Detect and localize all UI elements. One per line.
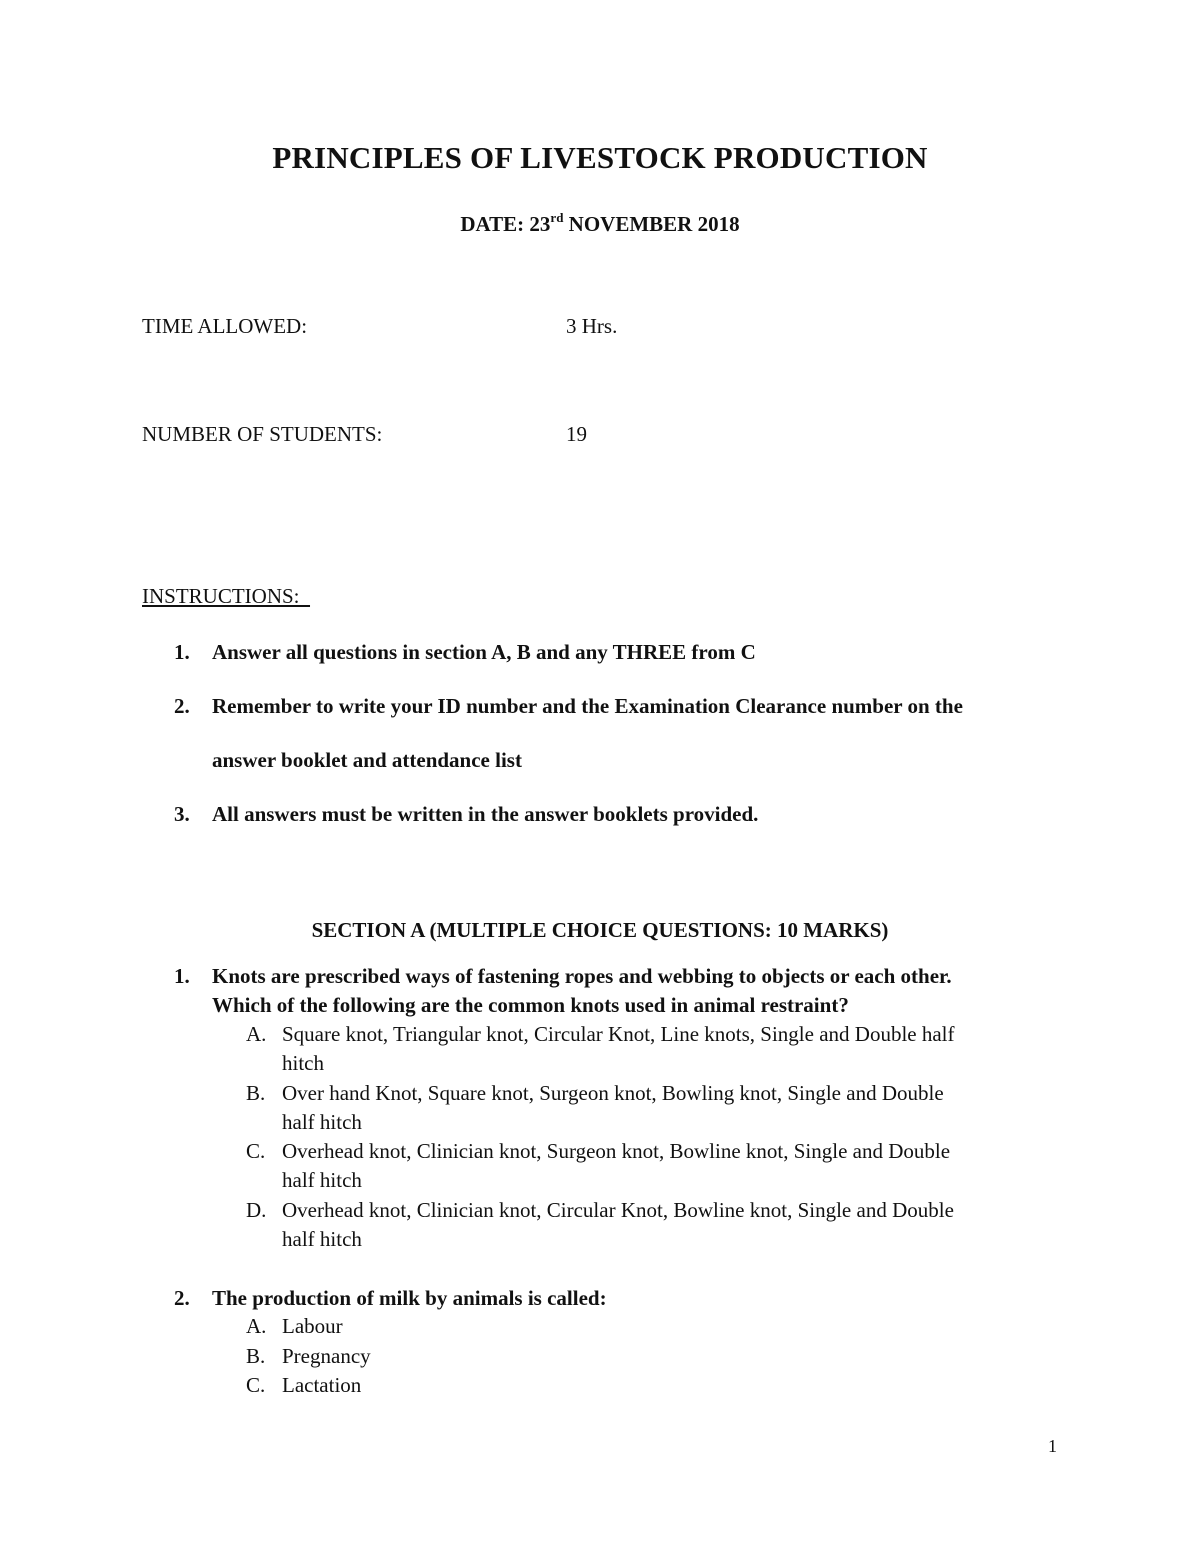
question-text: Knots are prescribed ways of fastening ropes and webbing to objects or each other. (212, 964, 952, 988)
option-text: Lactation (282, 1373, 362, 1397)
option-letter: A. (246, 1314, 267, 1338)
instruction-number: 1. (174, 640, 190, 664)
instruction-number: 3. (174, 802, 190, 826)
number-of-students-label: NUMBER OF STUDENTS: (142, 422, 383, 446)
exam-date (0, 212, 1200, 237)
number-of-students-value: 19 (566, 422, 587, 446)
document-title: PRINCIPLES OF LIVESTOCK PRODUCTION (272, 140, 928, 175)
option-text-continued: hitch (282, 1051, 324, 1075)
option-letter: B. (246, 1344, 266, 1368)
option-letter: A. (246, 1022, 267, 1046)
option-letter: C. (246, 1373, 266, 1397)
question-number: 1. (174, 964, 190, 988)
question-text-continued: Which of the following are the common knots used in animal restraint? (212, 993, 849, 1017)
option-letter: B. (246, 1081, 266, 1105)
option-text-continued: half hitch (282, 1168, 362, 1192)
instruction-text: Answer all questions in section A, B and any THREE from C (212, 640, 756, 664)
option-letter: D. (246, 1198, 267, 1222)
page-number: 1 (1048, 1436, 1057, 1456)
instruction-text: All answers must be written in the answer booklets provided. (212, 802, 759, 826)
instruction-number: 2. (174, 694, 190, 718)
option-text-continued: half hitch (282, 1227, 362, 1251)
option-text: Overhead knot, Clinician knot, Circular Knot, Bowline knot, Single and Double (282, 1198, 954, 1222)
option-letter: C. (246, 1139, 266, 1163)
option-text: Square knot, Triangular knot, Circular Knot, Line knots, Single and Double half (282, 1022, 955, 1046)
option-text: Labour (282, 1314, 343, 1338)
option-text-continued: half hitch (282, 1110, 362, 1134)
section-a-heading: SECTION A (MULTIPLE CHOICE QUESTIONS: 10 MARKS) (311, 918, 889, 942)
time-allowed-value: 3 Hrs. (566, 314, 618, 338)
date-prefix: DATE: 23 (460, 212, 551, 236)
time-allowed-label: TIME ALLOWED: (142, 314, 308, 338)
question-text: The production of milk by animals is called: (212, 1286, 607, 1310)
question-number: 2. (174, 1286, 190, 1310)
option-text: Pregnancy (282, 1344, 371, 1368)
option-text: Over hand Knot, Square knot, Surgeon knot, Bowling knot, Single and Double (282, 1081, 944, 1105)
instructions-heading: INSTRUCTIONS: (142, 584, 311, 608)
date-ordinal-suffix: rd (550, 210, 564, 225)
date-rest: NOVEMBER 2018 (563, 212, 740, 236)
option-text: Overhead knot, Clinician knot, Surgeon knot, Bowline knot, Single and Double (282, 1139, 951, 1163)
instruction-text-continued: answer booklet and attendance list (212, 748, 522, 772)
instruction-text: Remember to write your ID number and the Examination Clearance number on the (212, 694, 963, 718)
